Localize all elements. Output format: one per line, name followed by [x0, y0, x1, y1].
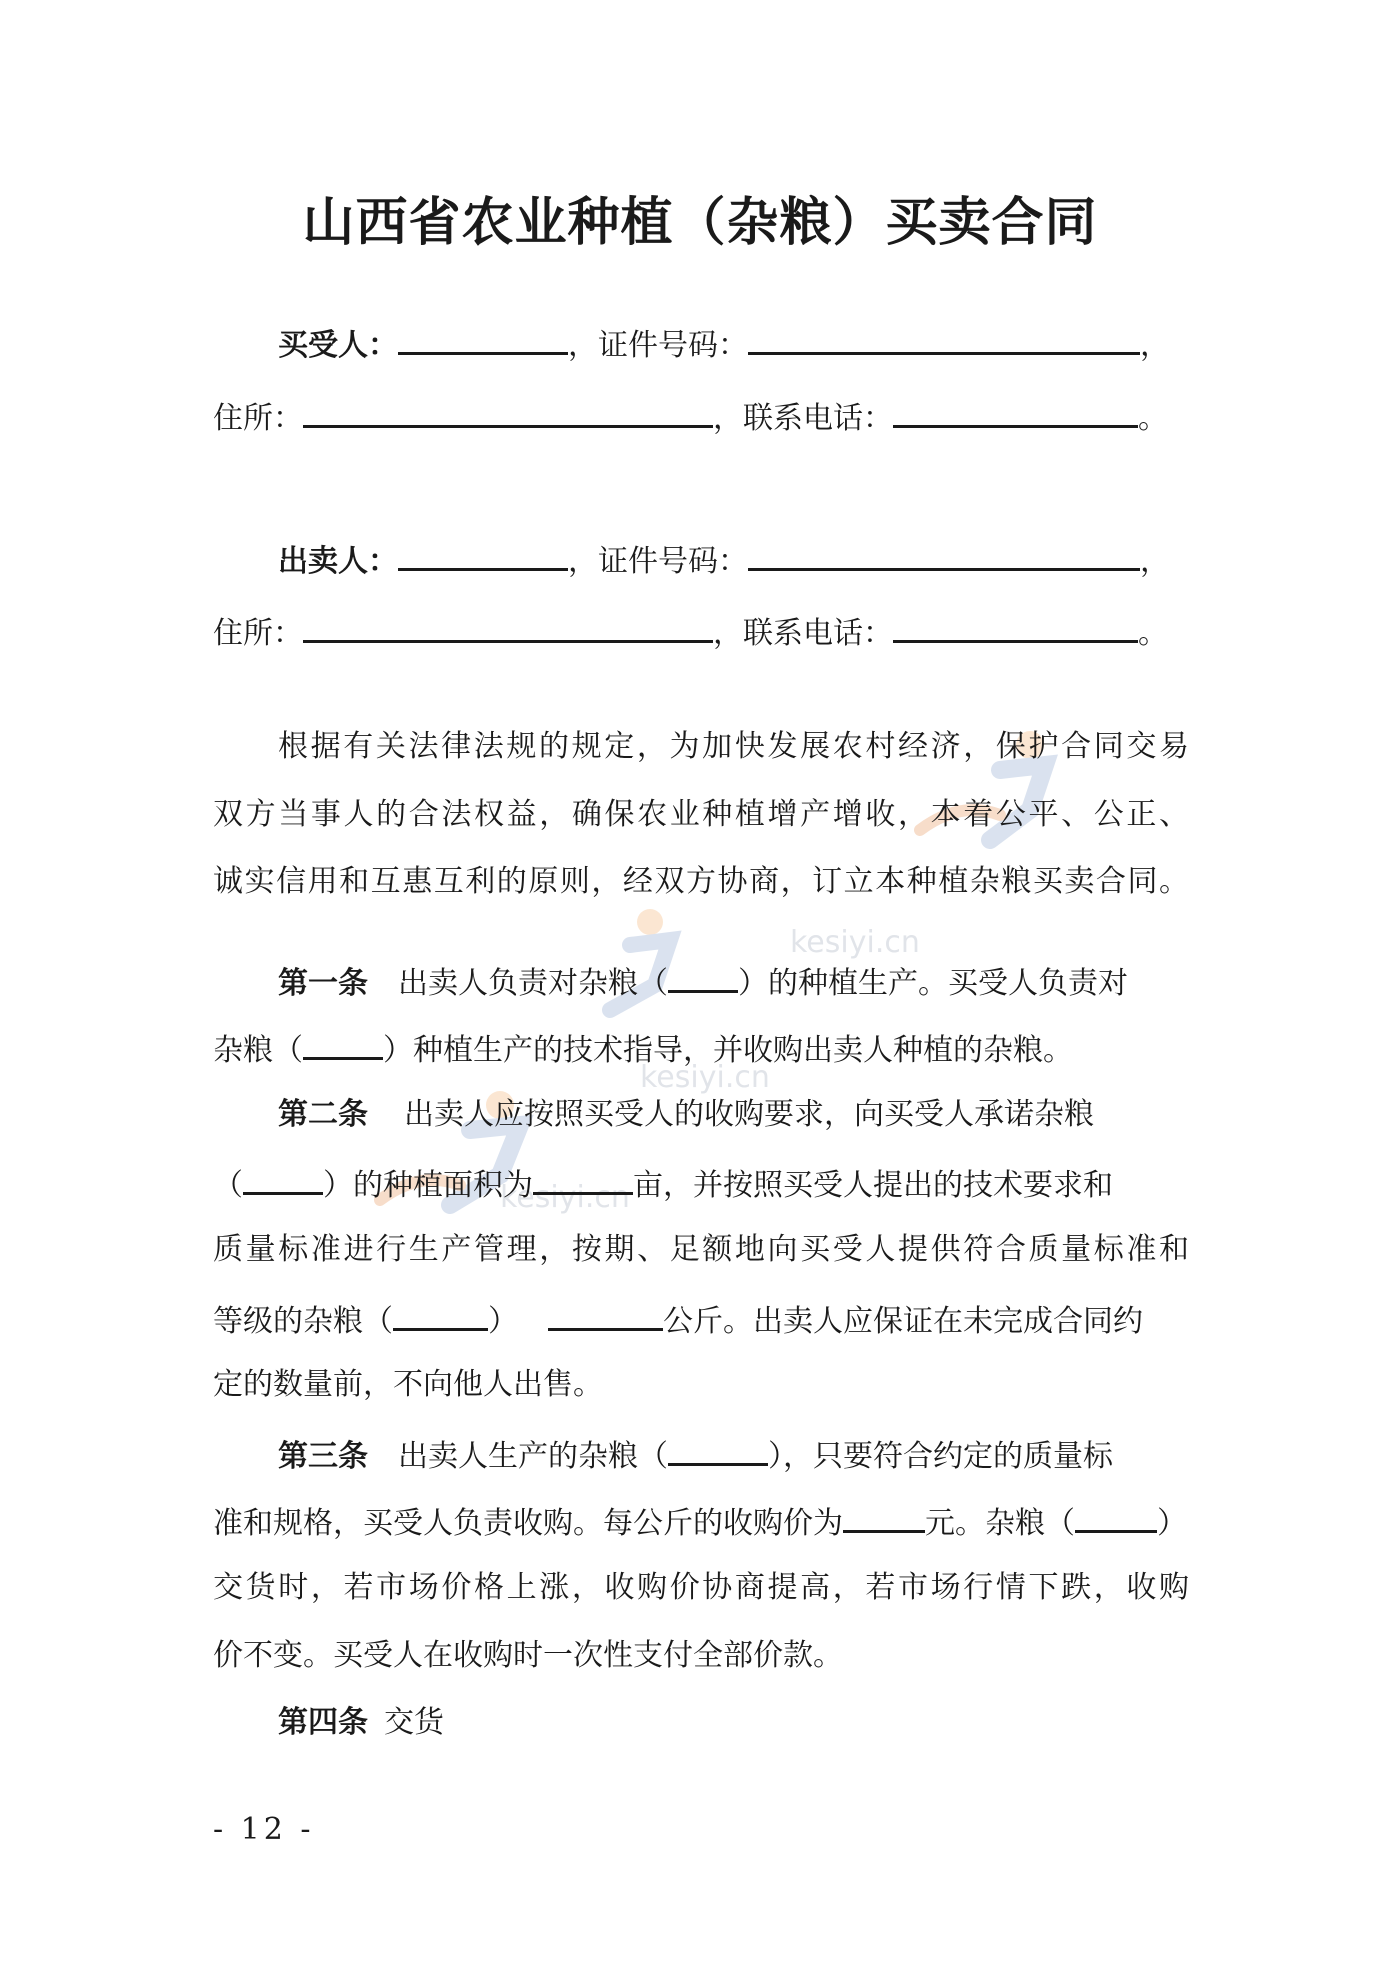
article2-line-5: 定的数量前，不向他人出售。 — [213, 1367, 603, 1402]
article1-heading: 第一条 — [278, 966, 368, 1001]
article1-text: ）种植生产的技术指导，并收购出卖人种植的杂粮。 — [383, 1033, 1073, 1068]
seller-line-1 — [278, 538, 1253, 582]
article2-heading: 第二条 — [278, 1097, 368, 1132]
article3-text: ） — [1157, 1506, 1187, 1541]
buyer-id-label: ，证件号码： — [568, 328, 748, 363]
article2-line-2 — [213, 1162, 1188, 1206]
article1-text: 杂粮（ — [213, 1033, 303, 1068]
buyer-address-label: 住所： — [213, 401, 303, 436]
preamble-line: 根据有关法律法规的规定，为加快发展农村经济，保护合同交易 — [278, 729, 1189, 764]
buyer-name-blank — [398, 322, 568, 355]
article2-text: ） — [488, 1304, 518, 1339]
buyer-comma: ， — [1140, 328, 1170, 363]
seller-end: 。 — [1138, 616, 1168, 651]
seller-label: 出卖人： — [278, 544, 398, 579]
seller-id-label: ，证件号码： — [568, 544, 748, 579]
article3-text: 准和规格，买受人负责收购。每公斤的收购价为 — [213, 1506, 843, 1541]
article4-text: 交货 — [384, 1705, 444, 1740]
seller-id-blank — [748, 538, 1140, 571]
article3-blank — [843, 1500, 925, 1533]
article3-line-2 — [213, 1500, 1188, 1544]
article3-text: 元。杂粮（ — [925, 1506, 1075, 1541]
seller-line-2 — [213, 610, 1188, 654]
article2-blank — [243, 1162, 323, 1195]
seller-phone-blank — [893, 610, 1138, 643]
article1-line-2 — [213, 1027, 1188, 1071]
buyer-address-blank — [303, 395, 713, 428]
article2-text: 亩，并按照买受人提出的技术要求和 — [633, 1168, 1113, 1203]
article3-heading: 第三条 — [278, 1439, 368, 1474]
seller-address-blank — [303, 610, 713, 643]
article1-text: 出卖人负责对杂粮（ — [398, 966, 668, 1001]
buyer-line-1 — [278, 322, 1253, 366]
article3-text: 出卖人生产的杂粮（ — [398, 1439, 668, 1474]
article3-line-3: 交货时，若市场价格上涨，收购价协商提高，若市场行情下跌，收购 — [213, 1570, 1189, 1605]
article1-line-1 — [278, 960, 1253, 1004]
article2-text: 出卖人应按照买受人的收购要求，向买受人承诺杂粮 — [404, 1097, 1094, 1132]
article2-blank — [548, 1298, 663, 1331]
watermark-text: kesiyi.cn — [640, 1060, 770, 1095]
seller-name-blank — [398, 538, 568, 571]
seller-phone-label: ，联系电话： — [713, 616, 893, 651]
article3-line-1 — [278, 1433, 1253, 1477]
article4-heading: 第四条 — [278, 1705, 368, 1740]
article2-text: 公斤。出卖人应保证在未完成合同约 — [663, 1304, 1143, 1339]
buyer-id-blank — [748, 322, 1140, 355]
buyer-end: 。 — [1138, 401, 1168, 436]
preamble-line: 双方当事人的合法权益，确保农业种植增产增收，本着公平、公正、 — [213, 797, 1189, 832]
buyer-phone-blank — [893, 395, 1138, 428]
buyer-phone-label: ，联系电话： — [713, 401, 893, 436]
article3-blank — [1075, 1500, 1157, 1533]
article3-blank — [668, 1433, 768, 1466]
article2-text: ）的种植面积为 — [323, 1168, 533, 1203]
article3-line-4: 价不变。买受人在收购时一次性支付全部价款。 — [213, 1638, 843, 1673]
seller-comma: ， — [1140, 544, 1170, 579]
article3-text: ），只要符合约定的质量标 — [768, 1439, 1113, 1474]
article1-blank — [668, 960, 738, 993]
watermark-text: kesiyi.cn — [500, 1180, 630, 1215]
document-title: 山西省农业种植（杂粮）买卖合同 — [302, 192, 1098, 253]
article1-blank — [303, 1027, 383, 1060]
seller-address-label: 住所： — [213, 616, 303, 651]
watermark-text: kesiyi.cn — [790, 925, 920, 960]
preamble-line: 诚实信用和互惠互利的原则，经双方协商，订立本种植杂粮买卖合同。 — [213, 864, 1189, 899]
article2-line-3: 质量标准进行生产管理，按期、足额地向买受人提供符合质量标准和 — [213, 1232, 1189, 1267]
article2-line-1 — [278, 1095, 1253, 1135]
page-number: - 12 - — [213, 1812, 315, 1847]
article2-blank — [393, 1298, 488, 1331]
article1-text: ）的种植生产。买受人负责对 — [738, 966, 1128, 1001]
buyer-label: 买受人： — [278, 328, 398, 363]
article4-line — [278, 1703, 1253, 1743]
buyer-line-2 — [213, 395, 1188, 439]
article2-text: 等级的杂粮（ — [213, 1304, 393, 1339]
article2-line-4 — [213, 1298, 1188, 1342]
article2-blank — [533, 1162, 633, 1195]
article2-text: （ — [213, 1168, 243, 1203]
